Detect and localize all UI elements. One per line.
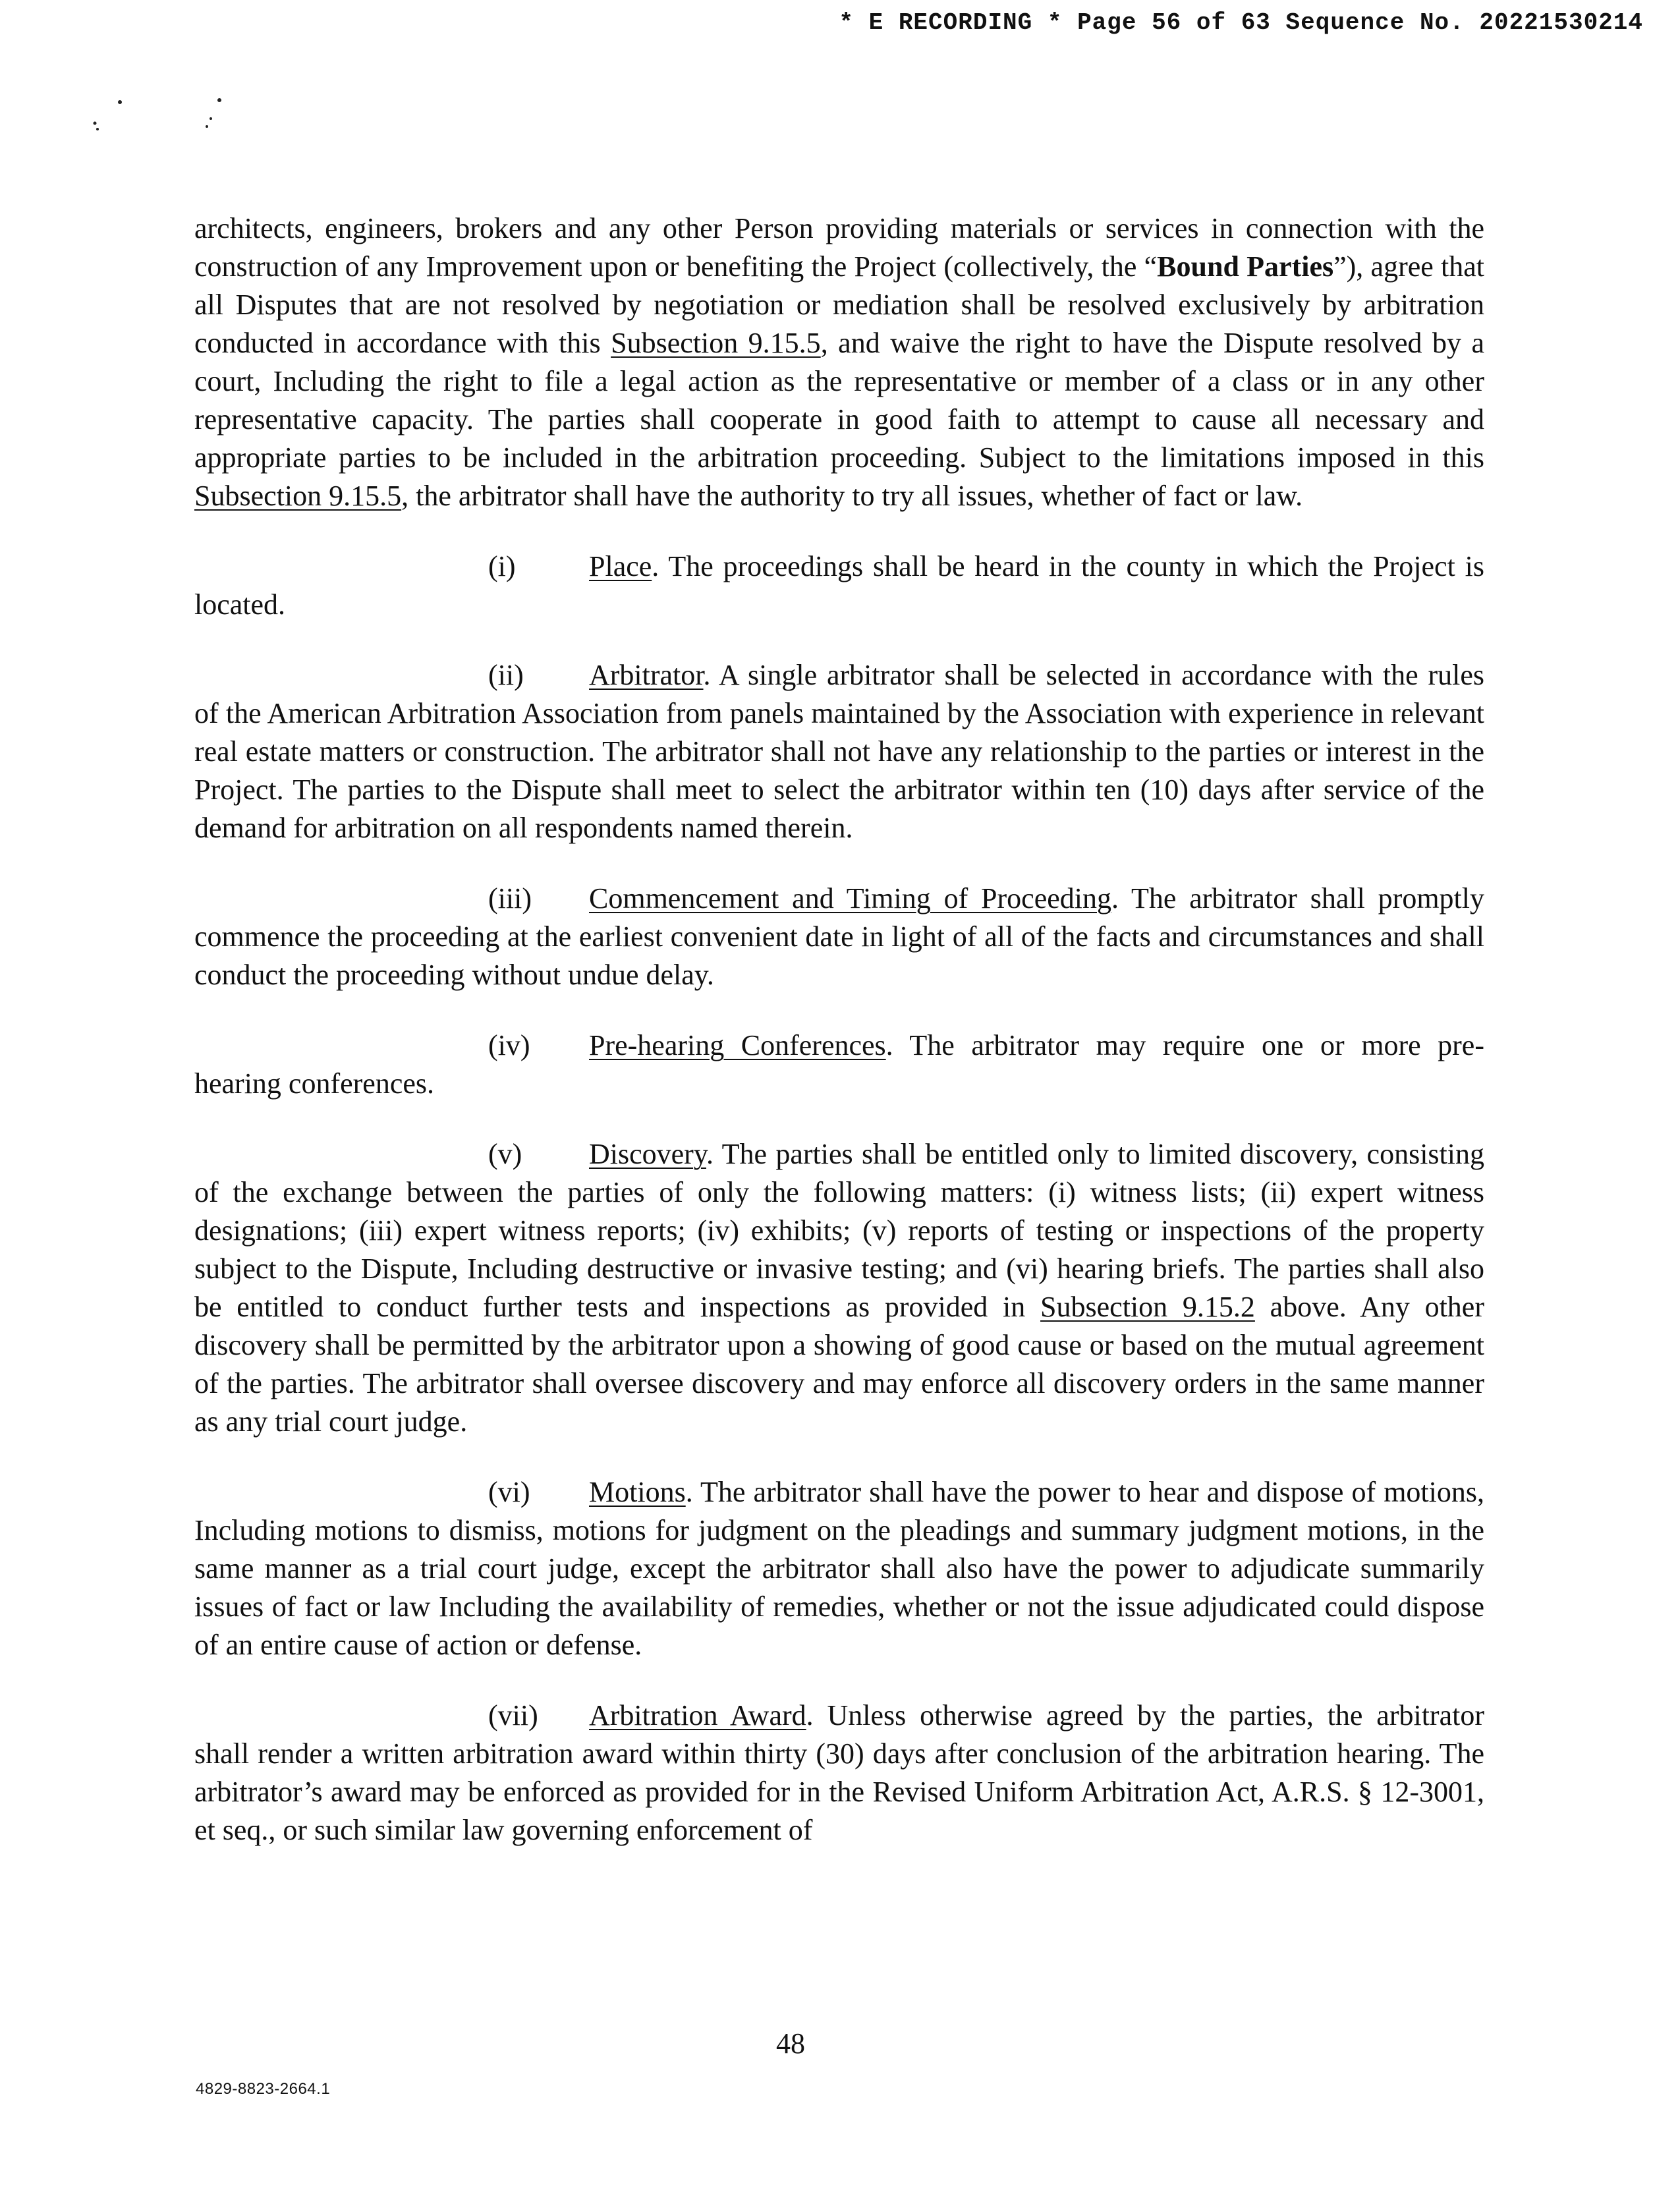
item-number: (ii) bbox=[488, 659, 524, 691]
item-number: (vii) bbox=[488, 1699, 538, 1731]
item-heading: Place bbox=[589, 550, 652, 582]
intro-text-4: , the arbitrator shall have the authority to try all issues, whether of fact or law. bbox=[401, 480, 1303, 512]
item-number: (iii) bbox=[488, 882, 532, 915]
item-text-continued: above. Any other discovery shall be permitted by the arbitrator upon a showing of good cause or based on the mutual agreement of the parties. The arbitrator shall oversee discovery and may enforce all discovery orders in the same manner as any trial court judge. bbox=[194, 1291, 1484, 1438]
item-commencement bbox=[194, 880, 1484, 994]
item-text: . The proceedings shall be heard in the county in which the Project is located. bbox=[194, 550, 1484, 621]
item-text: . The parties shall be entitled only to limited discovery, consisting of the exchange between the parties of only the following matters: (i) witness lists; (ii) expert witness designations; (iii) expert witness reports; (iv) exhibits; (v) reports of testing or inspections of the property subject to the Dispute, Including destructive or invasive testing; and (vi) hearing briefs. The parties shall also be entitled to conduct further tests and inspections as provided in bbox=[194, 1138, 1484, 1323]
intro-text-3: , and waive the right to have the Dispute resolved by a court, Including the right to file a legal action as the representative or member of a class or in any other representative capacity. The parties shall cooperate in good faith to attempt to cause all necessary and appropriate parties to be included in the arbitration proceeding. Subject to the limitations imposed in this bbox=[194, 327, 1484, 474]
item-text: . The arbitrator may require one or more pre-hearing conferences. bbox=[194, 1029, 1484, 1100]
intro-paragraph bbox=[194, 210, 1484, 515]
item-text: . The arbitrator shall have the power to hear and dispose of motions, Including motions to dismiss, motions for judgment on the pleadings and summary judgment motions, in the same manner as a trial court judge, except the arbitrator shall also have the power to adjudicate summarily issues of fact or law Including the availability of remedies, whether or not the issue adjudicated could dispose of an entire cause of action or defense. bbox=[194, 1476, 1484, 1661]
item-number: (i) bbox=[488, 550, 516, 582]
item-number: (iv) bbox=[488, 1029, 530, 1061]
item-heading: Arbitrator bbox=[589, 659, 704, 691]
item-number: (v) bbox=[488, 1138, 522, 1170]
item-heading: Pre-hearing Conferences bbox=[589, 1029, 886, 1061]
document-id: 4829-8823-2664.1 bbox=[196, 2080, 331, 2098]
item-heading: Discovery bbox=[589, 1138, 706, 1170]
item-heading: Arbitration Award bbox=[589, 1699, 806, 1731]
subsection-reference: Subsection 9.15.2 bbox=[1040, 1291, 1255, 1323]
item-heading: Commencement and Timing of Proceeding bbox=[589, 882, 1111, 915]
item-text: . The arbitrator shall promptly commence the proceeding at the earliest convenient date in light of all of the facts and circumstances and shall conduct the proceeding without undue delay. bbox=[194, 882, 1484, 991]
document-body bbox=[194, 210, 1484, 1882]
scan-specks bbox=[86, 92, 231, 138]
item-heading: Motions bbox=[589, 1476, 686, 1508]
item-text: . Unless otherwise agreed by the parties, the arbitrator shall render a written arbitration award within thirty (30) days after conclusion of the arbitration hearing. The arbitrator’s award may be enforced as provided for in the Revised Uniform Arbitration Act, A.R.S. § 12-3001, et seq., or such similar law governing enforcement of bbox=[194, 1699, 1484, 1846]
item-text: . A single arbitrator shall be selected in accordance with the rules of the American Arbitration Association from panels maintained by the Association with experience in relevant real estate matters or construction. The arbitrator shall not have any relationship to the parties or interest in the Project. The parties to the Dispute shall meet to select the arbitrator within ten (10) days after service of the demand for arbitration on all respondents named therein. bbox=[194, 659, 1484, 844]
item-motions bbox=[194, 1473, 1484, 1664]
item-number: (vi) bbox=[488, 1476, 530, 1508]
page-number: 48 bbox=[776, 2027, 805, 2060]
subsection-reference: Subsection 9.15.5 bbox=[194, 480, 402, 512]
intro-text-1: architects, engineers, brokers and any other Person providing materials or services in connection with the construction of any Improvement upon or benefiting the Project (collectively, the “ bbox=[194, 212, 1484, 283]
item-prehearing bbox=[194, 1027, 1484, 1103]
item-arbitrator bbox=[194, 656, 1484, 847]
bound-parties-term: Bound Parties bbox=[1157, 250, 1334, 283]
item-discovery bbox=[194, 1135, 1484, 1441]
subsection-reference: Subsection 9.15.5 bbox=[611, 327, 821, 359]
recording-header: * E RECORDING * Page 56 of 63 Sequence No. 20221530214 bbox=[839, 9, 1643, 36]
item-place bbox=[194, 548, 1484, 624]
item-award bbox=[194, 1697, 1484, 1849]
intro-text-2: ”), agree that all Disputes that are not resolved by negotiation or mediation shall be resolved exclusively by arbitration conducted in accordance with this bbox=[194, 250, 1484, 359]
